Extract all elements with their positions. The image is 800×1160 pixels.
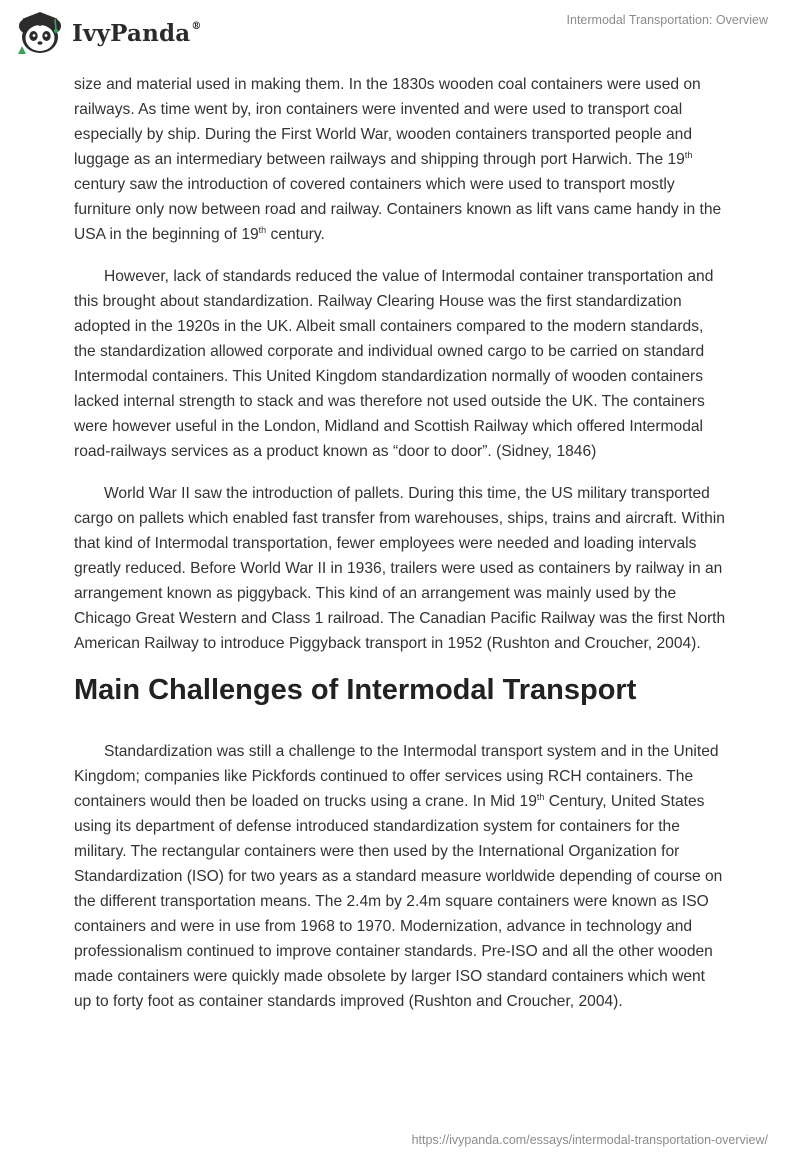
brand-name: IvyPanda® [72,19,202,47]
paragraph-standardization: However, lack of standards reduced the value of Intermodal container transportation and this brought about standardization. Railway Clearing House was the first standardization adopted in the 1920s in the UK. Albeit small containers compared to the modern standards, the standardization allowed corporate and individual owned cargo to be carried on standard Intermodal containers. This United Kingdom standardization normally of wooden containers lacked internal strength to stack and was therefore not used outside the UK. The containers were however useful in the London, Midland and Scottish Railway which offered Intermodal road-railways services as a product known as “door to door”. (Sidney, 1846) [74,268,714,460]
paragraph-pallets: World War II saw the introduction of pallets. During this time, the US military transported cargo on pallets which enabled fast transfer from warehouses, ships, trains and aircraft. Within that kind of Intermodal transportation, fewer employees were needed and loading intervals greatly reduced. Before World War II in 1936, trailers were used as containers by railway in an arrangement known as piggyback. This kind of an arrangement was mainly used by the Chicago Great Western and Class 1 railroad. The Canadian Pacific Railway was the first North American Railway to introduce Piggyback transport in 1952 (Rushton and Croucher, 2004). [74,485,726,652]
page-header [0,0,800,70]
section-heading: Main Challenges of Intermodal Transport [74,674,637,706]
document-title: Intermodal Transportation: Overview [566,13,768,27]
brand-logo[interactable] [14,8,202,58]
paragraph-challenges: Standardization was still a challenge to the Intermodal transport system and in the United Kingdom; companies like Pickfords continued to offer services using RCH containers. The containers would then be loaded on trucks using a crane. In Mid 19th Century, United States using its department of defense introduced standardization system for containers for the military. The rectangular containers were then used by the International Organization for Standardization (ISO) for two years as a standard measure worldwide depending of course on the different transportation means. The 2.4m by 2.4m square containers were known as ISO containers and were in use from 1968 to 1970. Modernization, advance in technology and professionalism continued to improve container standards. Pre-ISO and all the other wooden made containers were quickly made obsolete by larger ISO standard containers which went up to forty foot as container standards improved (Rushton and Croucher, 2004). [74,743,723,1010]
panda-mascot-icon [14,10,66,56]
paragraph-history-containers: size and material used in making them. In the 1830s wooden coal containers were used on railways. As time went by, iron containers were invented and were used to transport coal especially by ship. During the First World War, wooden containers transported people and luggage as an intermediary between railways and shipping through port Harwich. The 19th century saw the introduction of covered containers which were used to transport mostly furniture only now between road and railway. Containers known as lift vans came handy in the USA in the beginning of 19th century. [74,76,722,243]
article-body [74,72,726,1031]
source-url[interactable]: https://ivypanda.com/essays/intermodal-transportation-overview/ [411,1133,768,1147]
